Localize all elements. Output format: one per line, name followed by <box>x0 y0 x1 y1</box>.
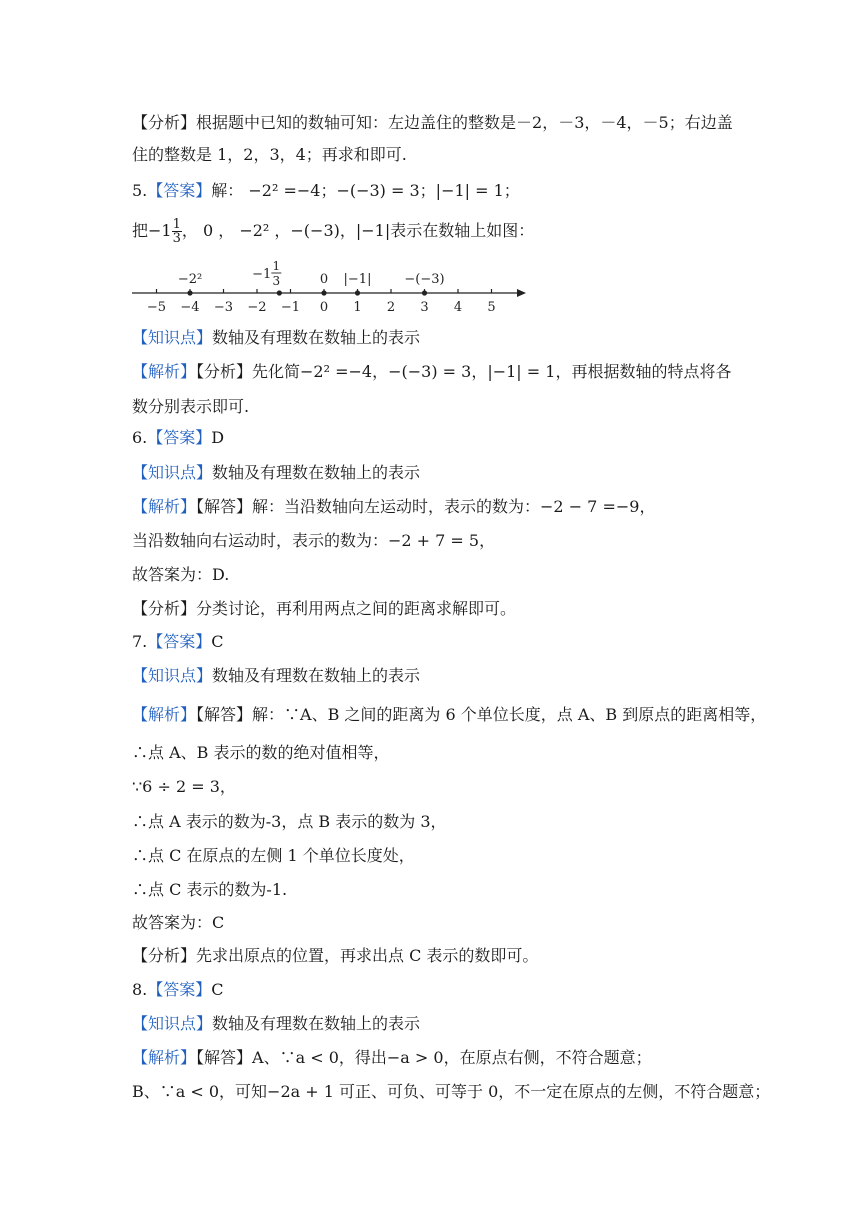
fraction-denominator: 3 <box>172 231 181 246</box>
text-line <box>132 565 229 585</box>
text: 故答案为：C <box>132 913 225 932</box>
question-number: 6. <box>132 428 148 447</box>
text: ∴点 C 在原点的左侧 1 个单位长度处， <box>132 846 415 865</box>
q6-analysis-line <box>132 497 655 517</box>
axis-tick-label: 1 <box>353 300 362 315</box>
number-line-point <box>422 290 427 295</box>
text-line <box>132 599 516 619</box>
text-pre: 把−1 <box>132 221 172 240</box>
analysis-line-cont <box>132 145 407 165</box>
answer-tag: 【答案】 <box>147 980 212 999</box>
axis-tick-label: 4 <box>453 300 463 315</box>
axis-tick-label: 0 <box>319 300 329 315</box>
answer-text: C <box>211 980 224 999</box>
q8-answer-line <box>132 980 224 1000</box>
analysis-text: 【解答】解：当沿数轴向左运动时，表示的数为：−2 − 7 =−9， <box>196 497 656 516</box>
q7-knowledge-line <box>132 666 420 686</box>
text-line <box>132 846 415 866</box>
text: 数分别表示即可. <box>132 397 250 416</box>
answer-tag: 【答案】 <box>147 428 212 447</box>
axis-tick-label: −1 <box>280 300 301 315</box>
axis-tick-label: 5 <box>487 300 496 315</box>
knowledge-text: 数轴及有理数在数轴上的表示 <box>212 666 421 685</box>
point-label: −(−3) <box>404 272 445 287</box>
knowledge-tag: 【知识点】 <box>132 463 213 482</box>
q5-knowledge-line <box>132 328 420 348</box>
analysis-line <box>132 113 733 133</box>
question-number: 8. <box>132 980 148 999</box>
axis-tick-label: −2 <box>247 300 267 315</box>
text-line <box>132 880 287 900</box>
text-line <box>132 913 224 933</box>
text: 【分析】分类讨论，再利用两点之间的距离求解即可。 <box>132 599 517 618</box>
text-line <box>132 946 538 966</box>
question-number: 7. <box>132 632 148 651</box>
fraction <box>172 218 182 245</box>
knowledge-tag: 【知识点】 <box>132 328 213 347</box>
answer-tag: 【答案】 <box>147 632 212 651</box>
point-label: |−1| <box>343 272 372 287</box>
knowledge-text: 数轴及有理数在数轴上的表示 <box>212 463 421 482</box>
number-line-point <box>355 290 360 295</box>
analysis-tag: 【解析】 <box>132 705 197 724</box>
text: 当沿数轴向右运动时，表示的数为：−2 + 7 = 5， <box>132 531 496 550</box>
text: 【分析】先求出原点的位置，再求出点 C 表示的数即可。 <box>132 946 539 965</box>
q5-answer-line <box>132 181 520 201</box>
answer-text: C <box>211 632 224 651</box>
knowledge-text: 数轴及有理数在数轴上的表示 <box>212 1014 421 1033</box>
text-line <box>132 777 236 797</box>
axis-tick-label: −5 <box>146 300 167 315</box>
q5-analysis-line-cont <box>132 397 249 417</box>
axis-tick-label: 3 <box>420 300 429 315</box>
q6-knowledge-line <box>132 463 420 483</box>
axis-tick-label: −3 <box>213 300 234 315</box>
answer-text: 解： −2² =−4；−(−3) = 3；|−1| = 1； <box>211 181 520 200</box>
fraction-numerator: 1 <box>172 217 181 232</box>
knowledge-text: 数轴及有理数在数轴上的表示 <box>212 328 421 347</box>
number-line-point <box>277 290 282 295</box>
analysis-tag: 【解析】 <box>132 1048 197 1067</box>
knowledge-tag: 【知识点】 <box>132 666 213 685</box>
q5-analysis-line <box>132 362 731 382</box>
axis-tick-label: 2 <box>386 300 396 315</box>
analysis-text: 【分析】先化简−2² =−4，−(−3) = 3，|−1| = 1，再根据数轴的特点将各 <box>196 362 732 381</box>
point-label: −2² <box>177 272 203 287</box>
text: 住的整数是 1，2，3，4；再求和即可. <box>132 145 407 164</box>
point-label: 0 <box>319 272 329 287</box>
analysis-text: 【解答】A、∵a < 0，得出−a > 0，在原点右侧，不符合题意； <box>196 1048 652 1067</box>
text: 故答案为：D. <box>132 565 230 584</box>
text-line <box>132 531 495 551</box>
analysis-text: 【解答】解：∵A、B 之间的距离为 6 个单位长度，点 A、B 到原点的距离相等， <box>196 705 767 724</box>
knowledge-tag: 【知识点】 <box>132 1014 213 1033</box>
q6-answer-line <box>132 428 224 448</box>
text-line <box>132 743 390 763</box>
analysis-tag: 【解析】 <box>132 362 197 381</box>
axis-arrow-icon <box>517 289 526 297</box>
text: ∴点 A 表示的数为-3，点 B 表示的数为 3， <box>132 812 447 831</box>
q8-analysis-line <box>132 1048 652 1068</box>
text: ∴点 A、B 表示的数的绝对值相等， <box>132 743 390 762</box>
text: ∵6 ÷ 2 = 3， <box>132 777 236 796</box>
question-number: 5. <box>132 181 148 200</box>
answer-tag: 【答案】 <box>147 181 212 200</box>
point-label-mixed-fraction <box>252 260 281 288</box>
number-line-point <box>187 290 192 295</box>
axis-tick-label: −4 <box>180 300 200 315</box>
q5-place-line <box>132 218 534 245</box>
text: B、∵a < 0，可知−2a + 1 可正、可负、可等于 0，不一定在原点的左侧，不符合题意； <box>132 1082 771 1101</box>
analysis-tag: 【分析】 <box>132 113 197 132</box>
text-line <box>132 812 447 832</box>
analysis-tag: 【解析】 <box>132 497 197 516</box>
analysis-text: 根据题中已知的数轴可知：左边盖住的整数是－2，－3，－4，－5；右边盖 <box>196 113 733 132</box>
number-line-figure <box>128 260 538 320</box>
answer-text: D <box>211 428 225 447</box>
text-line <box>132 1082 770 1102</box>
q7-analysis-line <box>132 705 766 725</box>
text: ， 0 ， −2² ，−(−3)，|−1|表示在数轴上如图： <box>181 221 535 240</box>
text: ∴点 C 表示的数为-1. <box>132 880 288 899</box>
fraction-denominator: 3 <box>272 274 281 288</box>
number-line-point <box>321 290 326 295</box>
fraction-numerator: 1 <box>272 260 281 273</box>
point-label: −1 <box>252 267 272 282</box>
q7-answer-line <box>132 632 224 652</box>
q8-knowledge-line <box>132 1014 420 1034</box>
